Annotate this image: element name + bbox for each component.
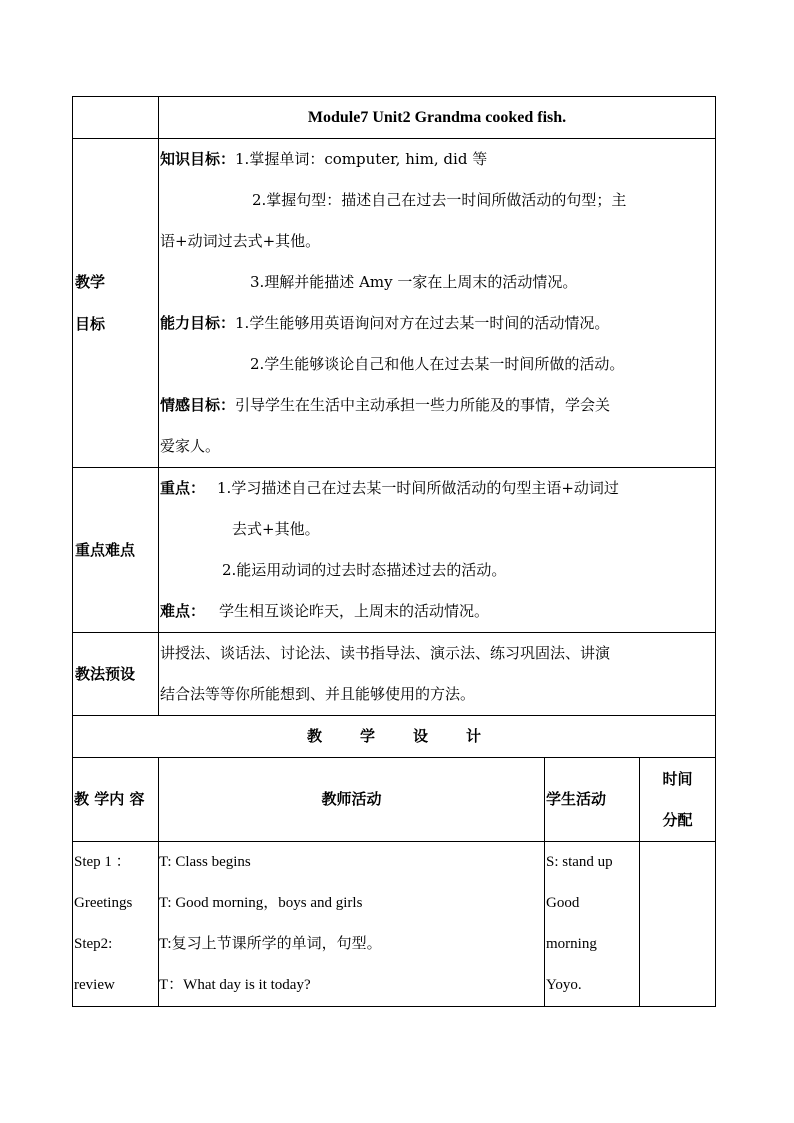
objectives-content [159,139,716,468]
col-header-time-line2: 分配 [662,810,693,829]
methods-text-a: 讲授法、谈话法、讨论法、读书指导法、演示法、练习巩固法、讲演 [160,644,611,662]
emotion-text-a: 引导学生在生活中主动承担一些力所能及的事情，学会关 [235,396,611,414]
teacher-activity-line: T: Good morning，boys and girls [159,895,363,911]
teacher-activity-line: T: Class begins [159,854,251,870]
design-header: 教学设计 [73,716,716,758]
student-activity-line: Yoyo. [546,977,582,993]
teacher-activity-line: T:复习上节课所学的单词，句型。 [159,936,382,952]
ability-heading: 能力目标： [160,314,236,332]
lesson-title: Module7 Unit2 Grandma cooked fish. [159,97,716,139]
emotion-line-1 [160,385,714,426]
step-content-line: Greetings [74,895,133,911]
key-item-1a: 1.学习描述自己在过去某一时间所做活动的句型主语+动词过 [217,479,619,497]
student-activity-line: morning [546,936,597,952]
step-content-line: Step 1 ： [74,854,131,870]
time-allocation-cell [640,842,716,1007]
difficulty-heading: 难点： [160,602,206,620]
step-content-line: Step2: [74,936,113,952]
key-item-1b: 去式+其他。 [232,520,320,538]
key-line-1 [160,468,714,509]
knowledge-line-1 [160,139,714,180]
col-header-teacher: 教师活动 [159,758,545,842]
knowledge-item-3: 3.理解并能描述 Amy 一家在上周末的活动情况。 [250,273,578,291]
title-row [73,97,716,139]
col-header-time-line1: 时间 [662,769,693,788]
emotion-text-b: 爱家人。 [160,437,221,455]
objectives-label [73,139,159,468]
knowledge-item-2b: 语+动词过去式+其他。 [160,232,321,250]
student-activity-cell [545,842,640,1007]
difficulty-line [160,591,714,632]
ability-item-1: 1.学生能够用英语询问对方在过去某一时间的活动情况。 [235,314,610,332]
ability-item-2: 2.学生能够谈论自己和他人在过去某一时间所做的活动。 [250,355,625,373]
step-content-line: review [74,977,115,993]
key-heading: 重点： [160,479,206,497]
methods-content [159,633,716,716]
col-header-time [640,758,716,842]
student-activity-line: Good [546,895,580,911]
objectives-label-line2: 目标 [75,315,106,333]
lesson-plan [72,96,715,1007]
objectives-label-line1: 教学 [75,273,106,291]
teacher-activity-cell [159,842,545,1007]
step-content-cell [73,842,159,1007]
difficulty-text: 学生相互谈论昨天，上周末的活动情况。 [219,602,490,620]
methods-label: 教法预设 [73,633,159,716]
lesson-plan-table [72,96,716,1007]
key-item-2: 2.能运用动词的过去时态描述过去的活动。 [222,561,507,579]
knowledge-item-2a: 2.掌握句型：描述自己在过去一时间所做活动的句型；主 [252,191,627,209]
teacher-activity-line: T：What day is it today? [159,977,311,993]
design-header-row [73,716,716,758]
ability-line-1 [160,303,714,344]
emotion-heading: 情感目标： [160,396,236,414]
methods-text-b: 结合法等等你所能想到、并且能够使用的方法。 [160,685,476,703]
col-header-student: 学生活动 [545,758,640,842]
student-activity-line: S: stand up [546,854,613,870]
methods-row [73,633,716,716]
column-header-row [73,758,716,842]
key-points-label: 重点难点 [73,468,159,633]
title-blank-cell [73,97,159,139]
objectives-row [73,139,716,468]
knowledge-item-1: 1.掌握单词：computer, him, did 等 [235,150,488,168]
step-row [73,842,716,1007]
knowledge-heading: 知识目标： [160,150,236,168]
key-points-content [159,468,716,633]
col-header-content: 教 学内 容 [73,758,159,842]
key-points-row [73,468,716,633]
